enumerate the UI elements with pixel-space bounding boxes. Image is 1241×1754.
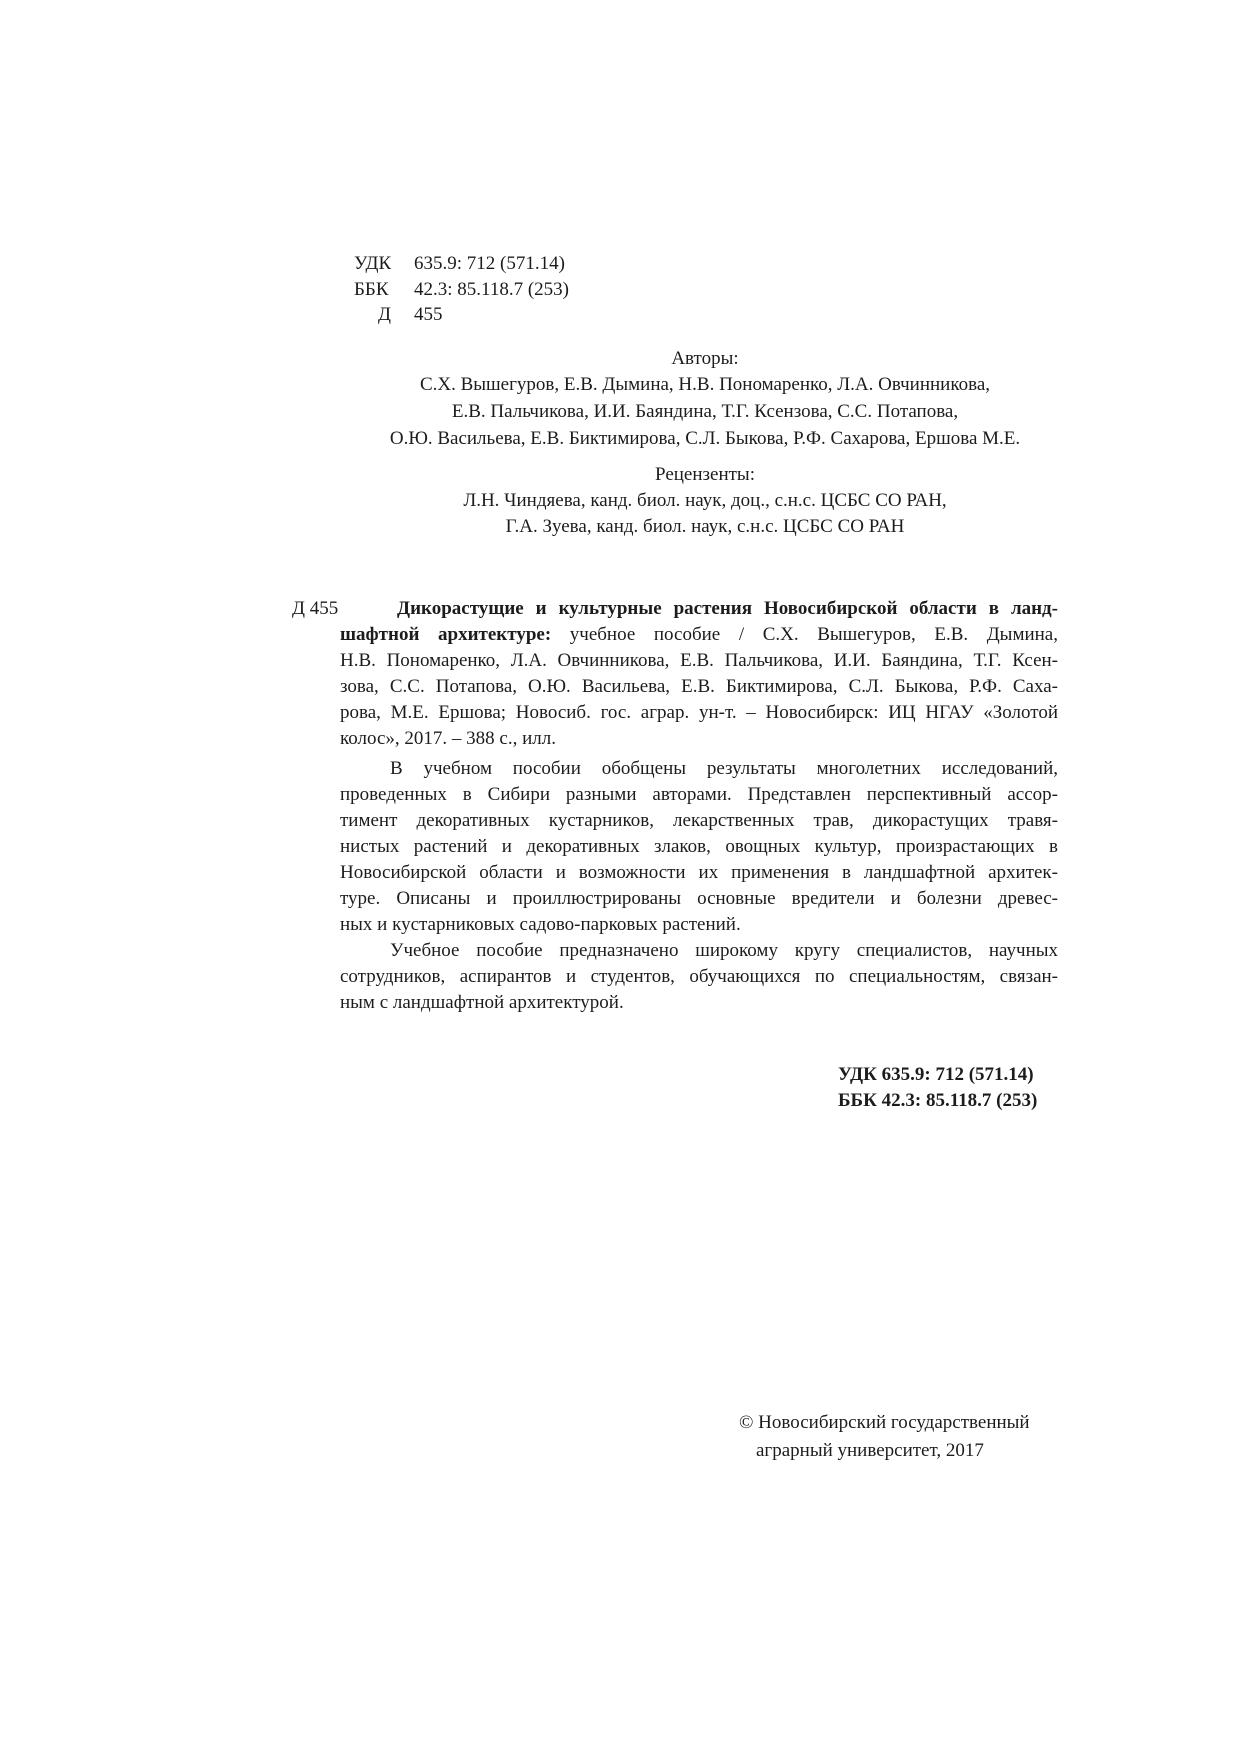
- abstract-p2-line-2: сотрудников, аспирантов и студентов, обучающихся по специальностям, связан-: [340, 966, 1058, 987]
- abstract-p1-line-2: проведенных в Сибири разными авторами. Представлен перспективный ассор-: [340, 784, 1058, 805]
- bibliography-index: Д 455: [292, 598, 339, 619]
- reviewers-line-1: Л.Н. Чиндяева, канд. биол. наук, доц., с.н.с. ЦСБС СО РАН,: [463, 490, 947, 511]
- header-bbk: [354, 277, 569, 303]
- authors-line-3: О.Ю. Васильева, Е.В. Биктимирова, С.Л. Быкова, Р.Ф. Сахарова, Ершова М.Е.: [389, 428, 1021, 449]
- authors-heading: Авторы:: [671, 348, 739, 369]
- abstract-p1-line-5: Новосибирской области и возможности их применения в ландшафтной архитек-: [340, 862, 1058, 883]
- reviewers-line-2: Г.А. Зуева, канд. биол. наук, с.н.с. ЦСБС СО РАН: [505, 516, 905, 537]
- udk-value: 635.9: 712 (571.14): [414, 253, 565, 274]
- footer-udk: УДК 635.9: 712 (571.14): [838, 1064, 1034, 1085]
- bibliographic-description: [340, 596, 1058, 752]
- abstract-p1-line-3: тимент декоративных кустарников, лекарственных трав, дикорастущих травя-: [340, 810, 1058, 831]
- udk-label: УДК: [354, 253, 392, 274]
- bbk-value: 42.3: 85.118.7 (253): [414, 279, 569, 300]
- bib-line-5: рова, М.Е. Ершова; Новосиб. гос. аграр. ун-т. – Новосибирск: ИЦ НГАУ «Золотой: [340, 702, 1058, 723]
- author-mark-label: Д: [378, 304, 391, 325]
- abstract: [340, 756, 1058, 1016]
- copyright-line-2: аграрный университет, 2017: [756, 1440, 984, 1461]
- abstract-p1-line-4: нистых растений и декоративных злаков, овощных культур, произрастающих в: [340, 836, 1058, 857]
- reviewers-heading: Рецензенты:: [655, 464, 755, 485]
- bib-title-rest: учебное пособие / С.Х. Вышегуров, Е.В. Дымина,: [551, 624, 1058, 645]
- abstract-p1-line-6: туре. Описаны и проиллюстрированы основные вредители и болезни древес-: [340, 888, 1058, 909]
- abstract-p2-line-3: ным с ландшафтной архитектурой.: [340, 992, 624, 1013]
- abstract-p1-line-1: В учебном пособии обобщены результаты многолетних исследований,: [390, 758, 1058, 779]
- bib-line-3: Н.В. Пономаренко, Л.А. Овчинникова, Е.В. Пальчикова, И.И. Баяндина, Т.Г. Ксен-: [340, 650, 1058, 671]
- header-author-mark: [378, 302, 443, 328]
- abstract-p2-line-1: Учебное пособие предназначено широкому кругу специалистов, научных: [390, 940, 1058, 961]
- bbk-label: ББК: [354, 279, 389, 300]
- bib-line-6: колос», 2017. – 388 с., илл.: [340, 728, 556, 749]
- author-mark-value: 455: [414, 304, 443, 325]
- bib-title-end: шафтной архитектуре:: [340, 624, 552, 645]
- abstract-p1-line-7: ных и кустарниковых садово-парковых растений.: [340, 914, 741, 935]
- footer-bbk: ББК 42.3: 85.118.7 (253): [838, 1090, 1038, 1111]
- authors-line-2: Е.В. Пальчикова, И.И. Баяндина, Т.Г. Ксензова, С.С. Потапова,: [451, 401, 959, 422]
- header-udk: [354, 251, 565, 277]
- copyright-line-1: © Новосибирский государственный: [739, 1412, 1030, 1433]
- bib-title-line-1: Дикорастущие и культурные растения Новосибирской области в ланд-: [397, 598, 1058, 619]
- bib-title-line-2: [340, 622, 1058, 648]
- bib-line-4: зова, С.С. Потапова, О.Ю. Васильева, Е.В. Биктимирова, С.Л. Быкова, Р.Ф. Саха-: [340, 676, 1058, 697]
- authors-line-1: С.Х. Вышегуров, Е.В. Дымина, Н.В. Пономаренко, Л.А. Овчинникова,: [419, 374, 991, 395]
